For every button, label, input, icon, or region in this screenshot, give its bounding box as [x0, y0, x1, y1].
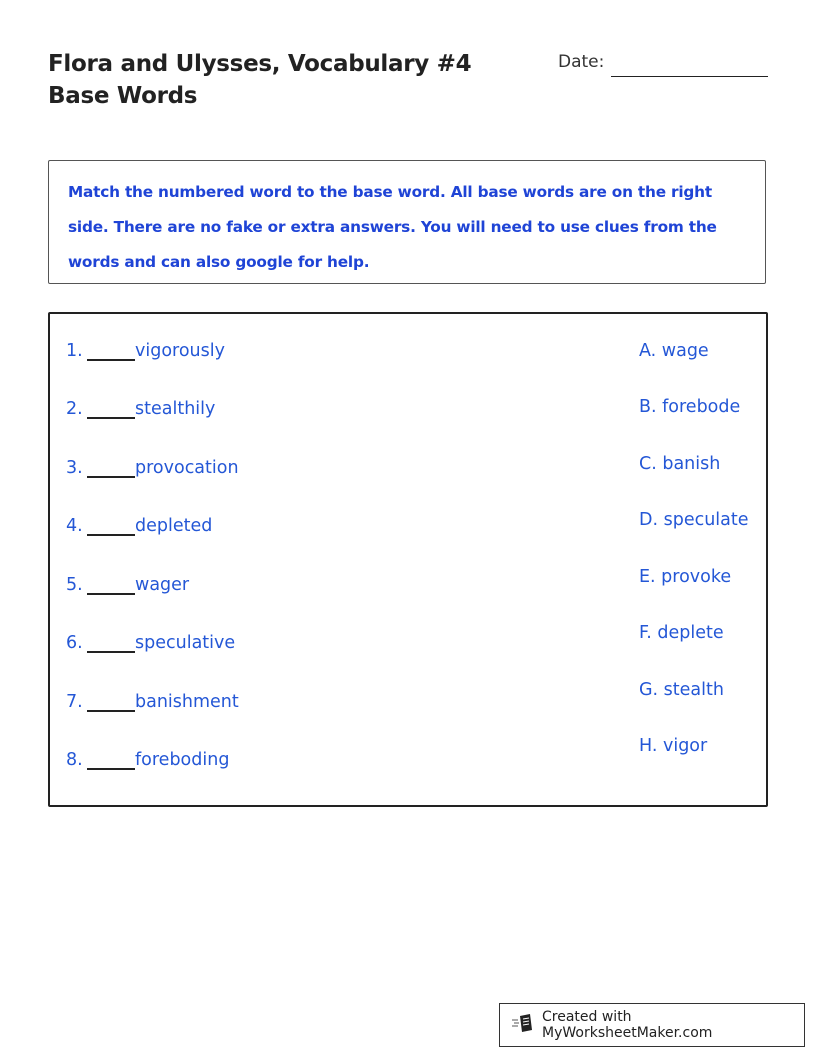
instructions-text: Match the numbered word to the base word. All base words are on the right side. There are no fake or extra answers. You will need to use clues from the words and can also google for help. [68, 183, 717, 271]
question-number: 5. [66, 575, 83, 595]
answer-option: G. stealth [639, 680, 724, 700]
question-item [66, 692, 239, 712]
question-word: wager [135, 575, 190, 595]
question-word: banishment [135, 692, 239, 712]
question-number: 1. [66, 341, 83, 361]
answer-option: E. provoke [639, 567, 732, 587]
answer-blank[interactable] [87, 650, 135, 653]
matching-box [48, 312, 768, 807]
answer-blank[interactable] [87, 475, 135, 478]
answer-option: D. speculate [639, 510, 749, 530]
question-item [66, 575, 189, 595]
date-field[interactable] [611, 76, 768, 77]
footer-text: Created with MyWorksheetMaker.com [542, 1009, 713, 1041]
worksheet-maker-logo-icon [512, 1013, 542, 1037]
question-item [66, 750, 229, 770]
question-word: stealthily [135, 399, 216, 419]
question-word: speculative [135, 633, 236, 653]
question-number: 8. [66, 750, 83, 770]
answer-blank[interactable] [87, 533, 135, 536]
worksheet-title: Flora and Ulysses, Vocabulary #4 Base Words [48, 51, 472, 109]
question-word: depleted [135, 516, 213, 536]
answer-blank[interactable] [87, 767, 135, 770]
question-word: vigorously [135, 341, 225, 361]
date-label: Date: [558, 52, 605, 72]
footer-credit[interactable] [499, 1003, 805, 1047]
question-number: 7. [66, 692, 83, 712]
question-item [66, 633, 235, 653]
answer-blank[interactable] [87, 709, 135, 712]
question-item [66, 458, 239, 478]
answer-blank[interactable] [87, 592, 135, 595]
question-item [66, 516, 212, 536]
question-item [66, 399, 215, 419]
question-number: 4. [66, 516, 83, 536]
question-number: 6. [66, 633, 83, 653]
answer-option: C. banish [639, 454, 721, 474]
answer-blank[interactable] [87, 358, 135, 361]
question-word: foreboding [135, 750, 230, 770]
answer-option: F. deplete [639, 623, 724, 643]
question-word: provocation [135, 458, 239, 478]
answer-option: H. vigor [639, 736, 708, 756]
answer-option: B. forebode [639, 397, 741, 417]
question-number: 3. [66, 458, 83, 478]
answer-option: A. wage [639, 341, 709, 361]
answer-blank[interactable] [87, 416, 135, 419]
question-number: 2. [66, 399, 83, 419]
instructions-box [48, 160, 766, 284]
question-item [66, 341, 225, 361]
